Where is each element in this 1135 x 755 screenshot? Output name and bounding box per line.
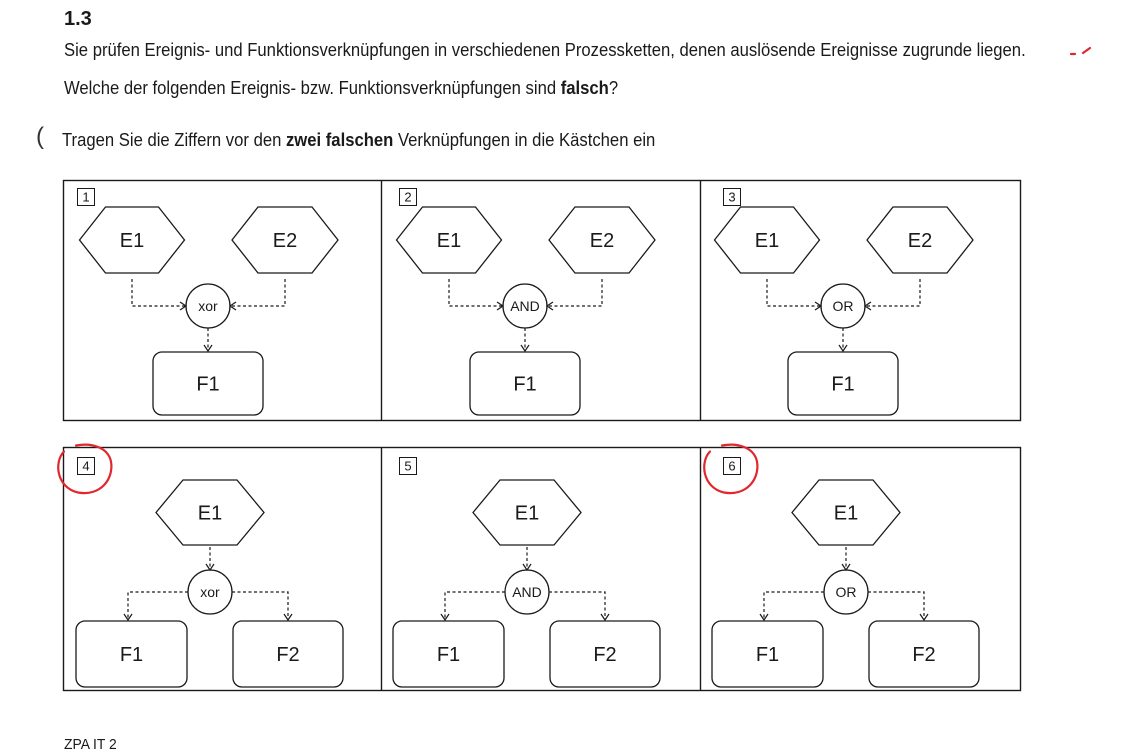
question-intro: Sie prüfen Ereignis- und Funktionsverknüpfungen in verschiedenen Prozessketten, denen auslösende Ereignisse zugrunde liegen. [64, 40, 1026, 60]
event-label: E1 [197, 502, 223, 525]
connector-line [449, 279, 502, 306]
event-label: E1 [754, 230, 780, 252]
event-label: E1 [119, 230, 145, 252]
panel-number: 1 [82, 189, 90, 205]
connector-label: OR [835, 584, 857, 600]
red-pen-mark [1071, 48, 1090, 54]
diagram-panel-5 [393, 480, 660, 687]
page-footer: ZPA IT 2 [64, 736, 117, 753]
panel-number-checkbox [400, 458, 417, 475]
panel-number-checkbox [78, 189, 95, 206]
function-label: F1 [196, 373, 220, 396]
diagram-panel-4 [76, 480, 343, 687]
prompt-text: Welche der folgenden Ereignis- bzw. Funktionsverknüpfungen sind [64, 78, 561, 98]
diagram-panel-1 [80, 207, 339, 415]
connector-line [445, 592, 505, 619]
panel-number-checkbox [724, 189, 741, 206]
panel-number-checkbox [724, 458, 741, 475]
function-label: F1 [513, 373, 537, 396]
connector-line [231, 279, 285, 306]
connector-line [132, 279, 185, 306]
panel-number: 6 [728, 458, 736, 474]
connector-line [128, 592, 188, 619]
connector-label: AND [510, 298, 540, 314]
connector-line [232, 592, 288, 619]
question-instruction [62, 129, 655, 151]
event-label: E1 [833, 502, 859, 525]
function-label: F1 [755, 644, 780, 666]
function-label: F1 [436, 644, 461, 666]
event-label: E1 [436, 230, 462, 252]
event-label: E2 [272, 230, 298, 252]
question-number: 1.3 [64, 8, 92, 30]
prompt-emphasis: falsch [560, 78, 609, 98]
connector-line [764, 592, 824, 619]
instruction-emphasis: zwei falschen [285, 130, 394, 150]
margin-mark: ( [36, 123, 44, 150]
connector-label: xor [200, 584, 220, 600]
function-label: F1 [119, 644, 144, 666]
function-label: F2 [593, 644, 617, 666]
connector-line [548, 279, 602, 306]
panel-number-checkbox [78, 458, 95, 475]
panel-number: 4 [82, 458, 90, 474]
instruction-text: Tragen Sie die Ziffern vor den [62, 130, 286, 150]
function-label: F2 [276, 644, 300, 666]
panel-number: 5 [404, 458, 412, 474]
connector-line [767, 279, 820, 306]
function-label: F2 [912, 644, 936, 666]
event-label: E2 [907, 230, 933, 252]
event-label: E2 [589, 230, 615, 252]
connector-line [866, 279, 920, 306]
panel-number: 2 [404, 189, 412, 205]
connector-label: OR [832, 298, 854, 314]
panel-number-checkbox [400, 189, 417, 206]
diagram-panel-6 [712, 480, 979, 687]
connector-line [868, 592, 924, 619]
instruction-end: Verknüpfungen in die Kästchen ein [393, 130, 656, 150]
prompt-end: ? [608, 78, 619, 98]
connector-label: AND [512, 584, 542, 600]
event-label: E1 [514, 502, 540, 525]
connector-line [549, 592, 605, 619]
panel-number: 3 [728, 189, 736, 205]
diagram-panel-3 [715, 207, 974, 415]
connector-label: xor [198, 298, 218, 314]
diagram-panel-2 [397, 207, 656, 415]
function-label: F1 [831, 373, 855, 396]
question-prompt [64, 77, 618, 99]
